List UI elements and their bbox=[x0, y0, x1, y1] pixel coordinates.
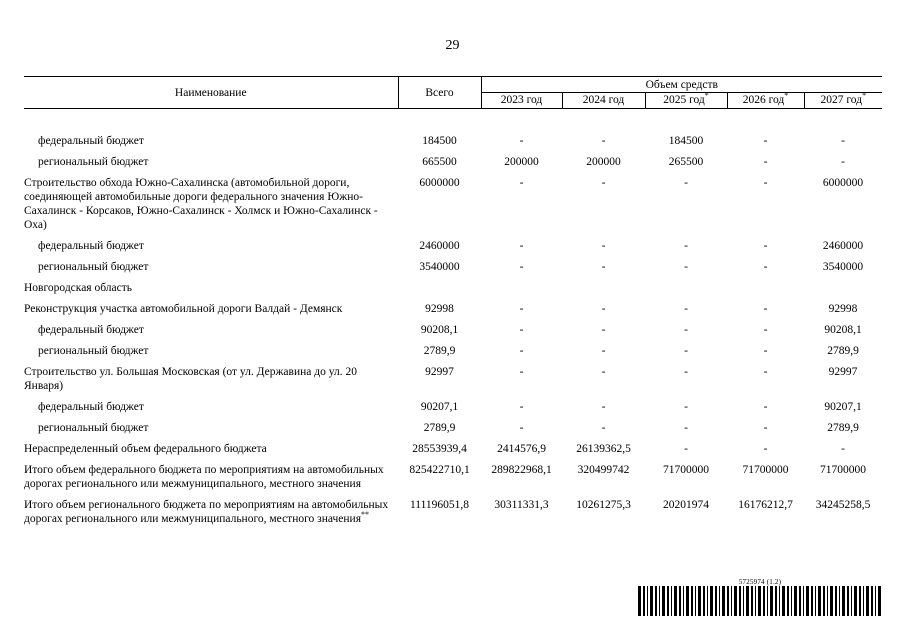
row-value-y2025: 184500 bbox=[668, 135, 704, 147]
row-value-y2024 bbox=[562, 277, 645, 298]
row-value-y2026: - bbox=[763, 261, 768, 273]
column-header-year: 2026 год* bbox=[727, 93, 804, 109]
row-value-y2024: - bbox=[601, 422, 606, 434]
row-value-y2023: - bbox=[519, 401, 524, 413]
row-name: федеральный бюджет bbox=[38, 324, 144, 336]
row-total: 2789,9 bbox=[423, 345, 456, 357]
row-total: 6000000 bbox=[419, 177, 460, 189]
row-value-y2026: - bbox=[763, 156, 768, 168]
row-value-y2025: - bbox=[684, 345, 688, 357]
row-value-y2023: 30311331,3 bbox=[494, 499, 549, 511]
column-header-year: 2027 год* bbox=[804, 93, 882, 109]
row-name: региональный бюджет bbox=[38, 422, 149, 434]
row-value-y2026: - bbox=[763, 177, 768, 189]
row-value-y2024: - bbox=[601, 177, 606, 189]
row-name: Реконструкция участка автомобильной дороги Валдай - Демянск bbox=[24, 303, 343, 315]
row-name: региональный бюджет bbox=[38, 261, 149, 273]
table-row bbox=[24, 235, 882, 256]
row-value-y2023 bbox=[481, 277, 562, 298]
row-value-y2026 bbox=[727, 277, 804, 298]
barcode-caption: 5725974 (1.2) bbox=[738, 578, 782, 586]
row-value-y2027 bbox=[804, 277, 882, 298]
row-value-y2027: 92998 bbox=[828, 303, 858, 315]
row-value-y2026: 71700000 bbox=[742, 464, 789, 476]
page-number: 29 bbox=[445, 38, 460, 53]
row-value-y2025: - bbox=[684, 303, 688, 315]
row-name: Нераспределенный объем федерального бюджета bbox=[24, 443, 267, 455]
row-value-y2025: 71700000 bbox=[663, 464, 709, 476]
row-value-y2024: 10261275,3 bbox=[576, 499, 631, 511]
row-value-y2026: - bbox=[763, 443, 768, 455]
barcode bbox=[638, 586, 882, 616]
row-value-y2025: 20201974 bbox=[663, 499, 709, 511]
row-value-y2025 bbox=[645, 277, 727, 298]
row-name: Строительство ул. Большая Московская (от ул. Державина до ул. 20 Января) bbox=[24, 366, 357, 392]
row-total: 92998 bbox=[425, 303, 454, 315]
row-total: 184500 bbox=[422, 135, 457, 147]
row-value-y2023: - bbox=[519, 345, 524, 357]
table-row bbox=[24, 277, 882, 298]
row-value-y2026: - bbox=[763, 345, 768, 357]
row-name: Итого объем регионального бюджета по мероприятиям на автомобильных дорогах регионального или межмуниципального, местного значения** bbox=[24, 499, 389, 525]
row-value-y2024: 26139362,5 bbox=[576, 443, 631, 455]
row-value-y2025: - bbox=[684, 261, 688, 273]
table-row bbox=[24, 494, 882, 530]
row-total: 665500 bbox=[422, 156, 457, 168]
row-name: федеральный бюджет bbox=[38, 135, 144, 147]
row-name: федеральный бюджет bbox=[38, 240, 144, 252]
row-name: региональный бюджет bbox=[38, 345, 149, 357]
row-value-y2027: - bbox=[841, 443, 845, 455]
row-value-y2025: - bbox=[684, 401, 688, 413]
row-value-y2024: 200000 bbox=[586, 156, 621, 168]
row-value-y2023: - bbox=[519, 240, 524, 252]
row-value-y2025: - bbox=[684, 422, 688, 434]
row-value-y2023: 2414576,9 bbox=[497, 443, 546, 455]
table-row bbox=[24, 417, 882, 438]
row-total: 90208,1 bbox=[420, 324, 459, 336]
table-row bbox=[24, 319, 882, 340]
row-value-y2026: - bbox=[763, 401, 768, 413]
row-value-y2026: - bbox=[763, 303, 768, 315]
row-value-y2026: - bbox=[763, 422, 768, 434]
row-value-y2025: - bbox=[684, 240, 688, 252]
row-value-y2026: - bbox=[763, 366, 768, 378]
column-header-year: 2025 год* bbox=[645, 93, 727, 109]
column-group-header: Объем средств bbox=[481, 77, 882, 93]
row-value-y2024: - bbox=[601, 135, 606, 147]
row-value-y2025: - bbox=[684, 324, 688, 336]
row-value-y2026: - bbox=[763, 135, 768, 147]
row-value-y2027: - bbox=[841, 156, 845, 168]
row-value-y2023: - bbox=[519, 303, 524, 315]
table-row bbox=[24, 340, 882, 361]
row-value-y2023: - bbox=[519, 135, 524, 147]
row-value-y2023: - bbox=[519, 366, 524, 378]
row-value-y2027: - bbox=[841, 135, 845, 147]
row-total: 3540000 bbox=[419, 261, 460, 273]
table-row bbox=[24, 459, 882, 494]
row-value-y2027: 92997 bbox=[828, 366, 858, 378]
row-value-y2027: 3540000 bbox=[822, 261, 864, 273]
row-value-y2026: 16176212,7 bbox=[738, 499, 793, 511]
row-total: 92997 bbox=[425, 366, 454, 378]
row-name: Итого объем федерального бюджета по мероприятиям на автомобильных дорогах регионального или межмуниципального, местного значения bbox=[24, 464, 384, 490]
column-header-year: 2023 год bbox=[481, 93, 562, 109]
row-value-y2023: 289822968,1 bbox=[491, 464, 552, 476]
row-total: 90207,1 bbox=[420, 401, 459, 413]
row-value-y2024: 320499742 bbox=[577, 464, 630, 476]
row-value-y2025: - bbox=[684, 177, 688, 189]
row-total: 2789,9 bbox=[423, 422, 456, 434]
table-row bbox=[24, 396, 882, 417]
row-total: 28553939,4 bbox=[412, 443, 467, 455]
row-value-y2027: 2789,9 bbox=[827, 345, 859, 357]
budget-table bbox=[24, 76, 882, 530]
row-value-y2024: - bbox=[601, 324, 606, 336]
row-name: региональный бюджет bbox=[38, 156, 149, 168]
barcode-block bbox=[638, 578, 882, 616]
row-total: 111196051,8 bbox=[409, 499, 470, 511]
row-value-y2027: 2789,9 bbox=[827, 422, 859, 434]
row-value-y2023: - bbox=[519, 324, 524, 336]
table-row bbox=[24, 151, 882, 172]
table-row bbox=[24, 438, 882, 459]
row-value-y2024: - bbox=[601, 240, 606, 252]
row-value-y2027: 6000000 bbox=[822, 177, 864, 189]
row-total bbox=[398, 277, 481, 298]
row-value-y2024: - bbox=[601, 401, 606, 413]
table-row bbox=[24, 172, 882, 235]
row-total: 2460000 bbox=[419, 240, 460, 252]
row-value-y2024: - bbox=[601, 261, 606, 273]
table-row bbox=[24, 361, 882, 396]
column-header-name: Наименование bbox=[24, 77, 398, 109]
row-name: Строительство обхода Южно-Сахалинска (автомобильной дороги, соединяющей автомобильные дороги федерального значения Южно-Сахалинск - Корсаков, Южно-Сахалинск - Холмск и Южно-Сахалинск - Оха) bbox=[24, 177, 378, 231]
row-value-y2026: - bbox=[763, 324, 768, 336]
row-total: 825422710,1 bbox=[409, 464, 470, 476]
row-value-y2024: - bbox=[601, 345, 606, 357]
row-value-y2025: - bbox=[684, 443, 688, 455]
row-value-y2023: - bbox=[519, 261, 524, 273]
table-row bbox=[24, 256, 882, 277]
row-value-y2025: 265500 bbox=[668, 156, 704, 168]
row-value-y2023: 200000 bbox=[504, 156, 539, 168]
row-value-y2026: - bbox=[763, 240, 768, 252]
row-value-y2027: 2460000 bbox=[822, 240, 864, 252]
column-header-total: Всего bbox=[398, 77, 481, 109]
table-row bbox=[24, 130, 882, 151]
row-name: Новгородская область bbox=[24, 282, 133, 294]
row-value-y2024: - bbox=[601, 366, 606, 378]
row-value-y2027: 34245258,5 bbox=[815, 499, 871, 511]
row-value-y2027: 90207,1 bbox=[824, 401, 862, 413]
table-row bbox=[24, 298, 882, 319]
row-value-y2024: - bbox=[601, 303, 606, 315]
row-value-y2023: - bbox=[519, 177, 524, 189]
column-header-year: 2024 год bbox=[562, 93, 645, 109]
row-name: федеральный бюджет bbox=[38, 401, 144, 413]
row-value-y2027: 90208,1 bbox=[824, 324, 862, 336]
row-value-y2025: - bbox=[684, 366, 688, 378]
row-value-y2027: 71700000 bbox=[820, 464, 867, 476]
row-value-y2023: - bbox=[519, 422, 524, 434]
